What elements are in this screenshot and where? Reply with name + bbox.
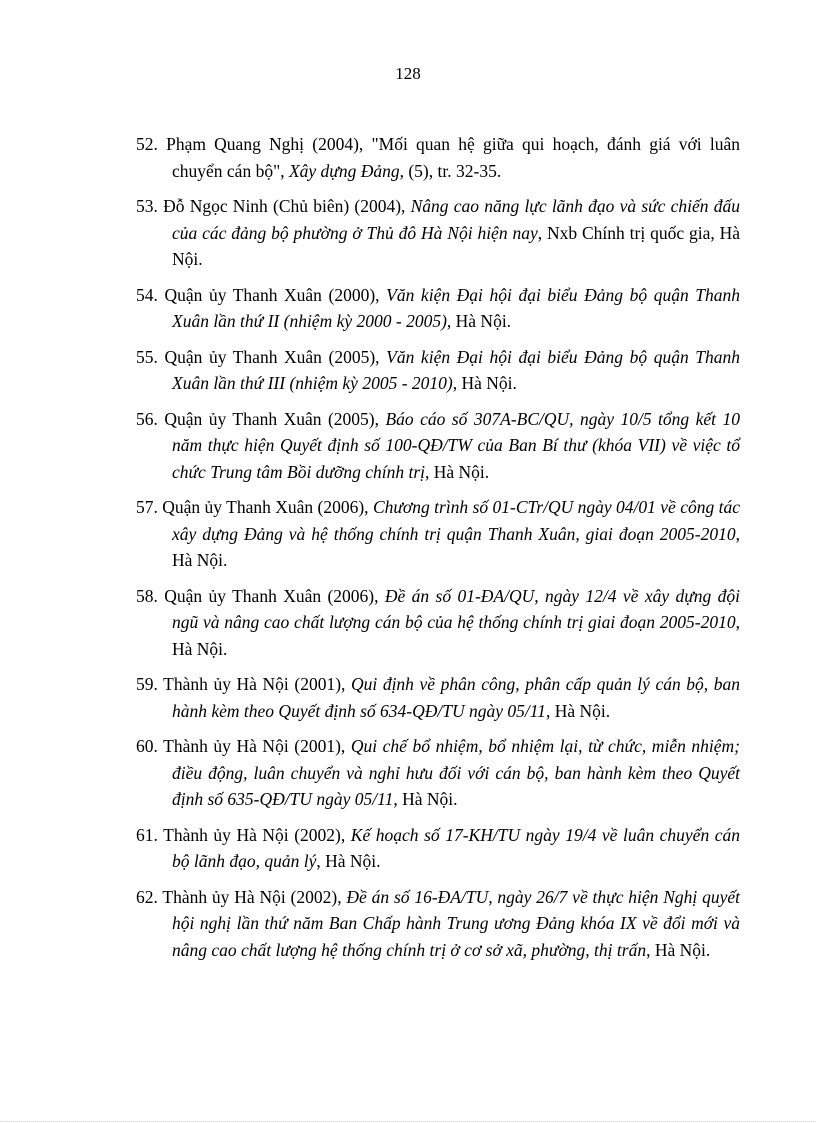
reference-publisher: , (5), tr. 32-35. (399, 160, 502, 181)
reference-article: "Mối quan hệ giữa qui hoạch, đánh giá với luân chuyển cán bộ", (172, 134, 740, 181)
reference-author: Quận ủy Thanh Xuân (2000), (164, 284, 387, 305)
reference-text (136, 822, 740, 875)
reference-text (136, 671, 740, 724)
reference-item (136, 131, 740, 184)
reference-title: Qui định về phân công, phân cấp quản lý cán bộ, ban hành kèm theo Quyết định số 634-QĐ/TU ngày 05/11 (172, 674, 741, 721)
reference-title: Đề án số 16-ĐA/TU, ngày 26/7 về thực hiện Nghị quyết hội nghị lần thứ năm Ban Chấp hành Trung ương Đảng khóa IX về đổi mới và nâng cao chất lượng hệ thống chính trị ở cơ sở xã, phường, thị trấn (172, 886, 740, 960)
reference-publisher: , Hà Nội. (646, 939, 711, 960)
reference-author: Quận ủy Thanh Xuân (2006), (162, 497, 373, 517)
reference-title: Chương trình số 01-CTr/QU ngày 04/01 về công tác xây dựng Đảng và hệ thống chính trị quận Thanh Xuân, giai đoạn 2005-2010 (172, 497, 740, 544)
reference-title: Văn kiện Đại hội đại biểu Đảng bộ quận Thanh Xuân lần thứ II (nhiệm kỳ 2000 - 2005) (172, 284, 741, 331)
reference-item (136, 344, 740, 397)
reference-number: 58. (136, 585, 158, 606)
reference-publisher: , Hà Nội. (446, 311, 512, 331)
reference-item (136, 733, 740, 813)
reference-number: 60. (136, 736, 158, 756)
reference-text (136, 733, 740, 813)
reference-text (136, 884, 740, 964)
reference-title: Kế hoạch số 17-KH/TU ngày 19/4 về luân chuyển cán bộ lãnh đạo, quản lý (172, 824, 741, 871)
reference-author: Thành ủy Hà Nội (2001), (163, 736, 351, 756)
reference-author: Thành ủy Hà Nội (2002), (163, 824, 351, 845)
reference-title: Văn kiện Đại hội đại biểu Đảng bộ quận Thanh Xuân lần thứ III (nhiệm kỳ 2005 - 2010) (172, 346, 741, 393)
reference-publisher: , Hà Nội. (172, 612, 740, 659)
reference-number: 53. (136, 196, 158, 216)
reference-author: Đỗ Ngọc Ninh (Chủ biên) (2004), (163, 196, 411, 216)
reference-item (136, 822, 740, 875)
reference-title: Báo cáo số 307A-BC/QU, ngày 10/5 tổng kết 10 năm thực hiện Quyết định số 100-QĐ/TW của Ban Bí thư (khóa VII) về việc tổ chức Trung tâm Bồi dưỡng chính trị (172, 408, 741, 482)
reference-item (136, 406, 740, 486)
reference-publisher: , Hà Nội. (393, 789, 458, 809)
reference-text (136, 583, 740, 663)
reference-text (136, 193, 740, 273)
reference-title: Qui chế bổ nhiệm, bổ nhiệm lại, từ chức, miễn nhiệm; điều động, luân chuyển và nghỉ hưu đối với cán bộ, ban hành kèm theo Quyết định số 635-QĐ/TU ngày 05/11 (172, 736, 740, 809)
reference-number: 54. (136, 284, 158, 305)
reference-publisher: , Hà Nội. (452, 373, 517, 393)
reference-author: Phạm Quang Nghị (2004), (166, 134, 372, 154)
reference-number: 62. (136, 886, 158, 907)
reference-publisher: , Hà Nội. (316, 851, 381, 871)
reference-author: Thành ủy Hà Nội (2001), (163, 674, 351, 694)
reference-author: Quận ủy Thanh Xuân (2005), (164, 346, 387, 367)
reference-item (136, 583, 740, 663)
reference-number: 56. (136, 408, 158, 429)
reference-text (136, 282, 740, 335)
reference-author: Thành ủy Hà Nội (2002), (162, 886, 347, 907)
reference-title: Xây dựng Đảng (288, 160, 400, 181)
reference-number: 52. (136, 134, 158, 154)
reference-text (136, 131, 740, 184)
reference-number: 57. (136, 497, 158, 517)
reference-publisher: , Hà Nội. (545, 700, 611, 721)
reference-author: Quận ủy Thanh Xuân (2005), (164, 408, 386, 429)
reference-list (136, 131, 740, 972)
page-number: 128 (395, 64, 421, 83)
reference-text (136, 494, 740, 574)
reference-number: 61. (136, 824, 158, 845)
reference-item (136, 193, 740, 273)
reference-title: Nâng cao năng lực lãnh đạo và sức chiến đấu của các đảng bộ phường ở Thủ đô Hà Nội hiện nay (172, 196, 741, 243)
reference-item (136, 671, 740, 724)
reference-item (136, 884, 740, 964)
reference-text (136, 406, 740, 486)
reference-publisher: , Hà Nội. (172, 523, 740, 570)
reference-number: 55. (136, 346, 158, 367)
reference-text (136, 344, 740, 397)
reference-number: 59. (136, 674, 158, 694)
reference-author: Quận ủy Thanh Xuân (2006), (164, 585, 385, 606)
reference-publisher: , Hà Nội. (425, 461, 490, 482)
reference-publisher: , Nxb Chính trị quốc gia, Hà Nội. (172, 222, 741, 269)
reference-item (136, 282, 740, 335)
reference-title: Đề án số 01-ĐA/QU, ngày 12/4 về xây dựng đội ngũ và nâng cao chất lượng cán bộ của hệ thống chính trị giai đoạn 2005-2010 (172, 585, 741, 632)
reference-item (136, 494, 740, 574)
